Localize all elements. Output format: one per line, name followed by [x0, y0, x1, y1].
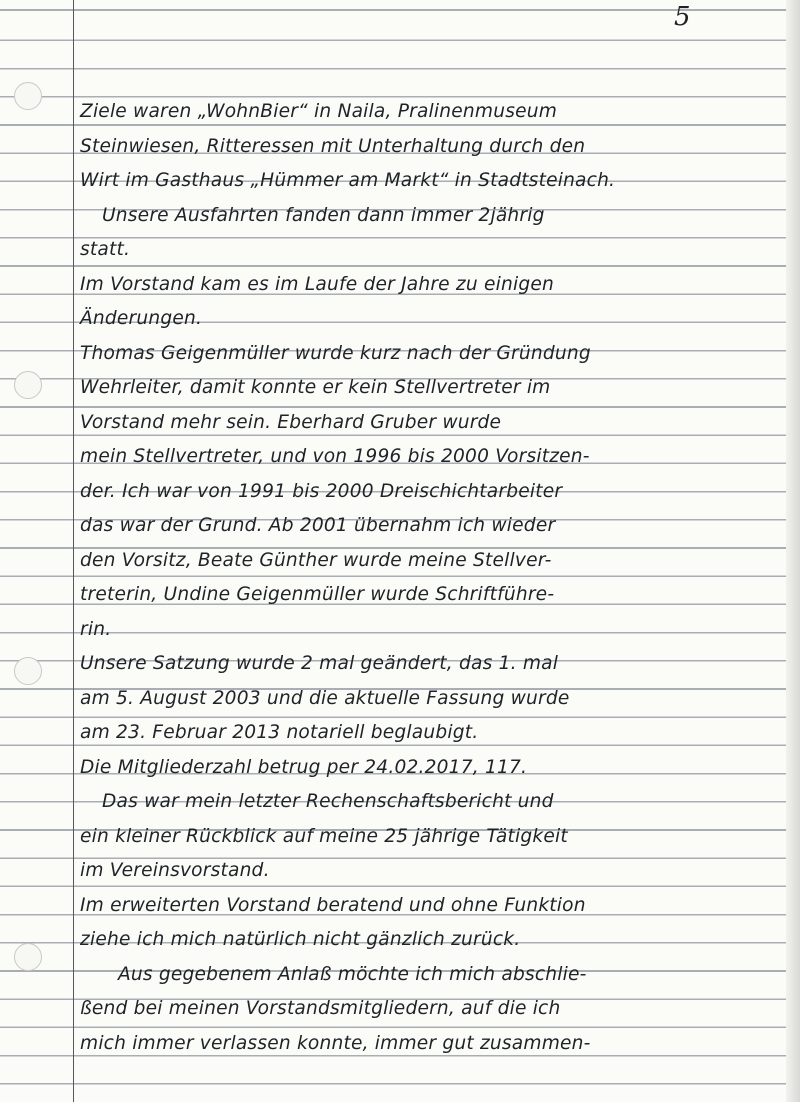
text-line: Unsere Ausfahrten fanden dann immer 2jährig [102, 204, 545, 226]
punch-hole [14, 371, 42, 399]
text-line: mich immer verlassen konnte, immer gut zusammen- [80, 1032, 591, 1054]
text-line: am 5. August 2003 und die aktuelle Fassung wurde [80, 687, 570, 709]
punch-hole [14, 82, 42, 110]
text-line: Die Mitgliederzahl betrug per 24.02.2017, 117. [80, 756, 528, 778]
text-line: das war der Grund. Ab 2001 übernahm ich wieder [80, 515, 556, 536]
text-line: im Vereinsvorstand. [80, 860, 270, 881]
text-line: treterin, Undine Geigenmüller wurde Schriftführe- [80, 584, 555, 605]
text-line: Das war mein letzter Rechenschaftsbericht und [102, 791, 554, 812]
text-line: Wehrleiter, damit konnte er kein Stellvertreter im [80, 377, 551, 398]
text-line: Änderungen. [80, 308, 203, 329]
text-line: Vorstand mehr sein. Eberhard Gruber wurde [80, 411, 502, 433]
text-line: ßend bei meinen Vorstandsmitgliedern, auf die ich [80, 998, 561, 1019]
text-line: Steinwiesen, Ritteressen mit Unterhaltung durch den [80, 135, 586, 157]
text-line: der. Ich war von 1991 bis 2000 Dreischichtarbeiter [80, 480, 563, 502]
handwritten-text [80, 95, 670, 1061]
text-line: mein Stellvertreter, und von 1996 bis 2000 Vorsitzen- [80, 446, 590, 467]
text-line: Im Vorstand kam es im Laufe der Jahre zu einigen [80, 273, 554, 295]
margin-line [73, 0, 74, 1102]
text-line: Thomas Geigenmüller wurde kurz nach der Gründung [80, 342, 591, 364]
text-line: ein kleiner Rückblick auf meine 25 jährige Tätigkeit [80, 825, 568, 847]
text-line: den Vorsitz, Beate Günther wurde meine Stellver- [80, 549, 552, 571]
text-line: ziehe ich mich natürlich nicht gänzlich zurück. [80, 929, 521, 950]
text-line: am 23. Februar 2013 notariell beglaubigt. [80, 722, 479, 743]
page-number: 5 [674, 2, 691, 32]
text-line: Wirt im Gasthaus „Hümmer am Markt“ in Stadtsteinach. [80, 170, 616, 191]
text-line: rin. [80, 618, 112, 640]
text-line: Ziele waren „WohnBier“ in Naila, Pralinenmuseum [80, 101, 558, 122]
text-line: Im erweiterten Vorstand beratend und ohne Funktion [80, 894, 586, 916]
page-edge [786, 0, 800, 1102]
text-line: statt. [80, 239, 131, 260]
text-line: Aus gegebenem Anlaß möchte ich mich abschlie- [118, 963, 587, 985]
punch-hole [14, 943, 42, 971]
text-line: Unsere Satzung wurde 2 mal geändert, das 1. mal [80, 653, 559, 674]
punch-hole [14, 657, 42, 685]
